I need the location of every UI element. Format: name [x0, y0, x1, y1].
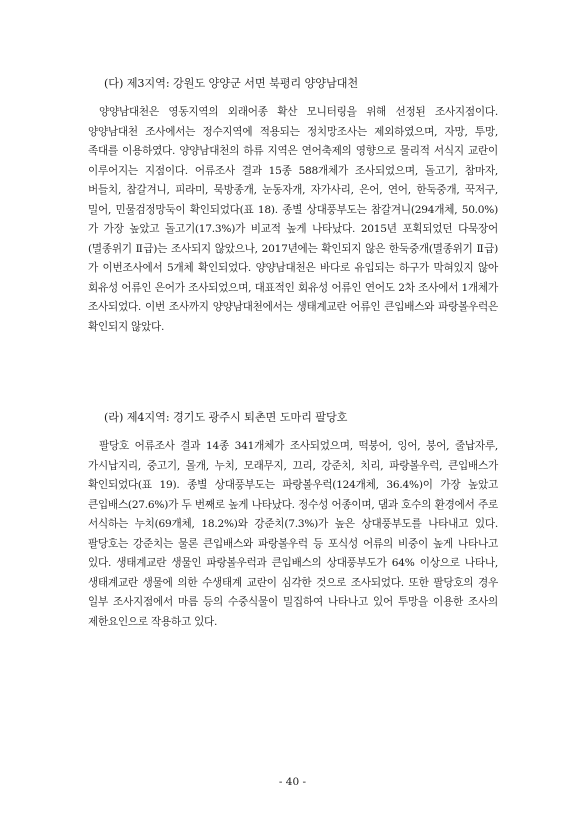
- section-region-3: [88, 76, 498, 337]
- section-heading: (라) 제4지역: 경기도 광주시 퇴촌면 도마리 팔당호: [104, 411, 348, 424]
- section-paragraph: 양양남대천은 영동지역의 외래어종 확산 모니터링을 위해 선정된 조사지점이다. 양양남대천 조사에서는 정수지역에 적용되는 정치망조사는 제외하였으며, 자망, 투망, 족대를 이용하였다. 양양남대천의 하류 지역은 연어축제의 영향으로 물리적 서식지 교란이 이루어지는 지점이다. 어류조사 결과 15종 588개체가 조사되었으며, 돌고기, 참마자, 버들치, 참갈겨니, 피라미, 묵방종개, 눈동자개, 자가사리, 은어, 연어, 한둑중개, 꾹저구, 밀어, 민물검정망둑이 확인되었다(표 18). 종별 상대풍부도는 참갈겨니(294개체, 50.0%)가 가장 높았고 돌고기(17.3%)가 비교적 높게 나타났다. 2015년 포획되었던 다묵장어(멸종위기 Ⅱ급)는 조사되지 않았으나, 2017년에는 확인되지 않은 한둑중개(멸종위기 Ⅱ급)가 이번조사에서 5개체 확인되었다. 양양남대천은 바다로 유입되는 하구가 막혀있지 않아 회유성 어류인 은어가 조사되었으며, 대표적인 회유성 어류인 연어도 2차 조사에서 1개체가 조사되었다. 이번 조사까지 양양남대천에서는 생태계교란 어류인 큰입배스와 파랑볼우럭은 확인되지 않았다.: [88, 106, 498, 333]
- page-number: - 40 -: [278, 776, 307, 788]
- section-heading: (다) 제3지역: 강원도 양양군 서면 북평리 양양남대천: [104, 77, 359, 90]
- section-region-4: [88, 410, 498, 632]
- section-paragraph: 팔당호 어류조사 결과 14종 341개체가 조사되었으며, 떡붕어, 잉어, 붕어, 줄납자루, 가시납지리, 중고기, 몰개, 누치, 모래무지, 끄리, 강준치, 치리, 파랑볼우럭, 큰입배스가 확인되었다(표 19). 종별 상대풍부도는 파랑볼우럭(124개체, 36.4%)이 가장 높았고 큰입배스(27.6%)가 두 번째로 높게 나타났다. 정수성 어종이며, 댐과 호수의 환경에서 주로 서식하는 누치(69개체, 18.2%)와 강준치(7.3%)가 높은 상대풍부도를 나타내고 있다. 팔당호는 강준치는 물론 큰입배스와 파랑볼우럭 등 포식성 어류의 비중이 높게 나타나고 있다. 생태계교란 생물인 파랑볼우럭과 큰입배스의 상대풍부도가 64% 이상으로 나타나, 생태계교란 생물에 의한 수생태계 교란이 심각한 것으로 조사되었다. 또한 팔당호의 경우 일부 조사지점에서 마름 등의 수중식물이 밀집하여 나타나고 있어 투망을 이용한 조사의 제한요인으로 작용하고 있다.: [88, 440, 498, 628]
